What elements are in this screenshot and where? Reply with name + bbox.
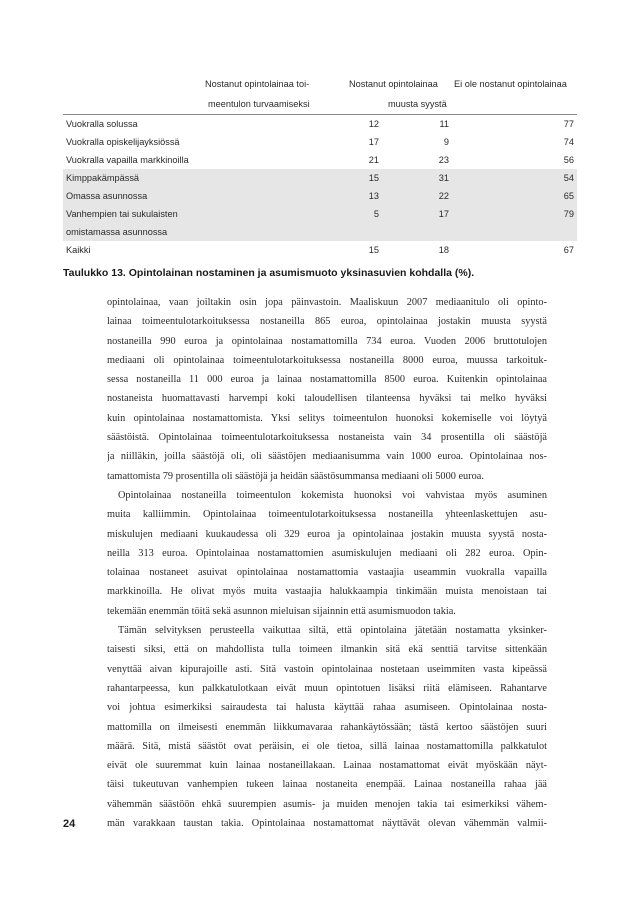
table-caption: Taulukko 13. Opintolainan nostaminen ja asumismuoto yksinasuvien kohdalla (%). xyxy=(63,267,475,279)
table-row xyxy=(63,133,577,151)
text-line: ja niilläkin, joilla säästöjä oli, oli säästöjen mediaanisumma vain 1000 euroa. Opintolainaa nos- xyxy=(107,451,547,463)
text-line: tamattomista 79 prosentilla oli säästöjä ja heidän säästösummansa mediaani oli 5000 euroa. xyxy=(107,470,484,482)
row-value-col1: 15 xyxy=(368,173,379,183)
text-line: vähemmän säästöön ehkä suurempien asumis- ja muiden menojen takia tai esimerkiksi vähem- xyxy=(107,798,547,810)
row-value-col3: 65 xyxy=(563,191,574,201)
text-line: nostaneilla 990 euroa ja opintolainaa nostamattomilla 734 euroa. Vuoden 2006 bruttotulojen xyxy=(107,335,547,347)
row-value-col3: 54 xyxy=(563,173,574,183)
text-line: mediaani oli opintolainaa toimeentulotarkoituksessa nostaneilla 8000 euroa, muussa tarkoituk- xyxy=(107,354,547,366)
row-value-col2: 23 xyxy=(438,155,449,165)
text-line: nostaneista huomattavasti harvempi koki taloudellisen tilanteensa hyväksi tai melko hyväksi xyxy=(107,393,547,405)
row-value-col1: 15 xyxy=(368,245,379,255)
body-text xyxy=(107,293,547,833)
row-value-col1: 21 xyxy=(368,155,379,165)
header-col1-line1: Nostanut opintolainaa toi- xyxy=(205,79,310,89)
text-line: täisi tukeutuvan vanhempien tukeen lainaa nostaneita enempää. Lainaa nostaneilla rahaa jää xyxy=(107,779,547,791)
text-line: taisesti siksi, että on mahdollista tulla toimeen ilmankin sitä ekä senttiä tarvitse sittenkään xyxy=(107,644,547,656)
table-header xyxy=(63,0,577,114)
table-row-total xyxy=(63,241,577,259)
row-label: Vuokralla vapailla markkinoilla xyxy=(66,155,189,165)
text-line: säästöistä. Opintolainaa toimeentulotarkoituksessa nostaneista vain 34 prosentilla oli säästöjä xyxy=(107,432,547,444)
text-line: kuin opintolainaa nostamattomista. Yksi selitys toimeentulon huonoksi kokemiselle voi löytyä xyxy=(107,412,547,424)
header-col3: Ei ole nostanut opintolainaa xyxy=(454,79,567,89)
text-line: opintolainaa, vaan joiltakin osin jopa päinvastoin. Maaliskuun 2007 mediaanitulo oli opinto- xyxy=(107,297,547,308)
row-value-col3: 77 xyxy=(563,119,574,129)
header-col2-line2: muusta syystä xyxy=(388,99,447,109)
table-row xyxy=(63,205,577,241)
row-value-col2: 18 xyxy=(438,245,449,255)
text-line: män varakkaan taustan takia. Opintolainaa nostamattomat näyttävät olevan vähemmän valmii- xyxy=(107,818,547,830)
text-line: mattomilla on ilmeisesti enemmän liikkumavaraa rahankäytössään; tästä kertoo säästöjen suuri xyxy=(107,721,547,733)
row-value-col2: 9 xyxy=(443,137,449,147)
row-label: Vuokralla solussa xyxy=(66,119,138,129)
text-line: rahantarpeessa, kun palkkatulotkaan eivät muun opintotuen lisäksi riitä elämiseen. Rahantarve xyxy=(107,682,547,694)
text-line: Tämän selvityksen perusteella vaikuttaa siltä, että opintolaina jätetään nostamatta yksinker- xyxy=(118,625,547,637)
page-number: 24 xyxy=(63,818,76,830)
row-value-col2: 31 xyxy=(438,173,449,183)
text-line: miskulujen mediaani kuukaudessa oli 329 euroa ja opintolainaa jostakin muusta syystä nosta- xyxy=(107,528,547,540)
header-col2-line1: Nostanut opintolainaa xyxy=(349,79,438,89)
header-col1-line2: meentulon turvaamiseksi xyxy=(208,99,310,109)
text-line: venyttää aivan kipurajoille asti. Sitä vastoin opintolainaa nostetaan useimmiten vasta kipeässä xyxy=(107,663,547,675)
table-body xyxy=(63,115,577,259)
text-line: sessa nostaneilla 11 000 euroa ja lainaa nostamattomilla 8500 euroa. Kuitenkin opintolainaa xyxy=(107,374,547,386)
text-line: markkinoilla. He olivat myös muita vastaajia halukkaampia tinkimään muista menoistaan tai xyxy=(107,586,547,598)
row-label: Vuokralla opiskelijayksiössä xyxy=(66,137,180,147)
row-value-col1: 12 xyxy=(368,119,379,129)
row-label-cont: omistamassa asunnossa xyxy=(66,227,168,237)
text-line: eivät ole suuremmat kuin lainaa nostaneillakaan. Lainaa nostamattomat eivät myöskään näyt- xyxy=(107,760,547,772)
text-line: tolainaa nostaneet asuivat opintolainaa nostamattomia vastaajia useammin vuokralla vapailla xyxy=(107,567,547,579)
row-label: Omassa asunnossa xyxy=(66,191,148,201)
text-line: neilla 313 euroa. Opintolainaa nostamattomien asumiskulujen mediaani oli 282 euroa. Opin- xyxy=(107,547,547,559)
row-value-col2: 11 xyxy=(439,119,449,129)
row-value-col1: 17 xyxy=(368,137,379,147)
text-line: muita kalliimmin. Opintolainaa toimeentulotarkoituksessa nostaneilla yhteenlaskettujen asu- xyxy=(107,509,547,521)
table-row xyxy=(63,169,577,187)
text-line: voi johtua esimerkiksi sairaudesta tai halusta käyttää rahaa asumiseen. Opintolainaa nosta- xyxy=(107,702,547,714)
row-value-col3: 56 xyxy=(563,155,574,165)
row-value-col1: 13 xyxy=(368,191,379,201)
row-label: Kimppakämpässä xyxy=(66,173,140,183)
table-row xyxy=(63,187,577,205)
table-row xyxy=(63,151,577,169)
text-line: lainaa toimeentulotarkoituksessa nostaneilla 865 euroa, opintolainaa jostakin muusta syystä xyxy=(107,316,547,328)
row-value-col2: 17 xyxy=(438,209,449,219)
row-value-col2: 22 xyxy=(438,191,449,201)
table-row xyxy=(63,115,577,133)
row-value-col3: 67 xyxy=(563,245,574,255)
text-line: määrä. Sitä, mistä säästöt ovat peräisin, ei ole tietoa, sillä lainaa nostamattomilla palkkatulot xyxy=(107,740,547,752)
row-label: Kaikki xyxy=(66,245,91,255)
row-label: Vanhempien tai sukulaisten xyxy=(66,209,178,219)
row-value-col3: 79 xyxy=(563,209,574,219)
row-value-col3: 74 xyxy=(563,137,574,147)
text-line: tekemään enemmän töitä sekä asunnon mieluisan sijainnin että asumismuodon takia. xyxy=(107,605,456,617)
row-value-col1: 5 xyxy=(373,209,379,219)
text-line: Opintolainaa nostaneilla toimeentulon kokemista huonoksi voi vahvistaa myös asuminen xyxy=(118,489,547,501)
